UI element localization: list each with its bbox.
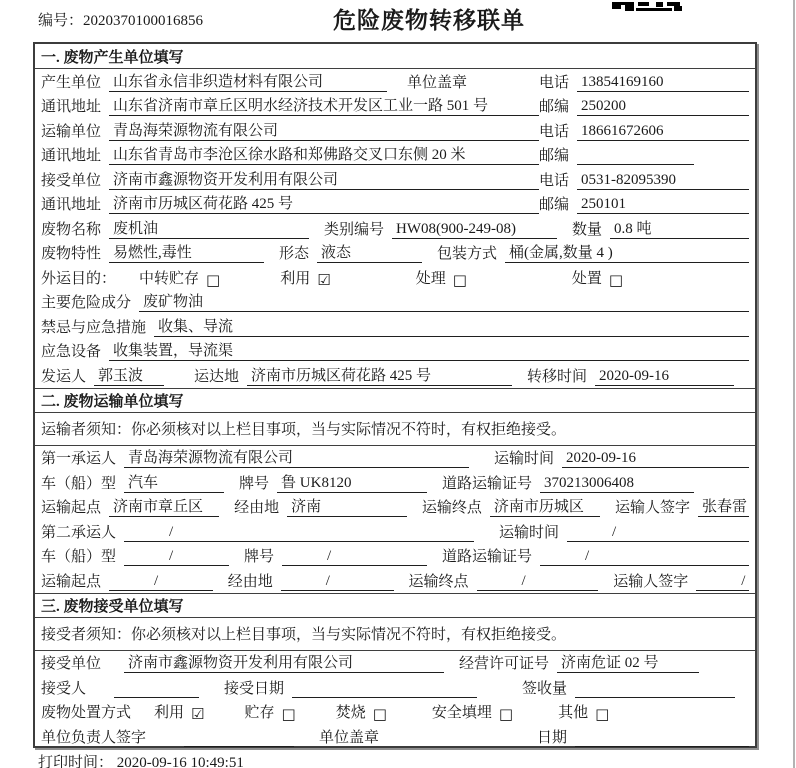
waste-property-label: 废物特性	[41, 246, 102, 262]
transfer-storage-checkbox: □	[206, 270, 221, 289]
row-transport-unit	[35, 118, 755, 143]
producer-phone-group	[539, 71, 749, 92]
transport-time2-value: /	[567, 524, 749, 542]
hazard-component-label: 主要危险成分	[41, 295, 132, 311]
row-producer-unit	[35, 69, 755, 94]
dispose-checkbox: □	[608, 270, 624, 289]
receiver-zip-label: 邮编	[539, 197, 570, 213]
transporter-notice-label: 运输者须知：	[41, 422, 132, 438]
road-permit1-value: 370213006408	[540, 475, 694, 493]
option-disposal-other	[558, 701, 609, 722]
row-first-carrier	[35, 446, 755, 471]
disposal-other-label: 其他	[558, 705, 589, 721]
option-treat	[416, 267, 467, 288]
row-waste-property	[35, 241, 755, 266]
manifest-form	[33, 42, 757, 748]
waste-name-value: 废机油	[109, 217, 309, 239]
transport-time1-label: 运输时间	[494, 451, 555, 467]
serial-number-label: 编号：	[38, 13, 84, 29]
section2-title: 二. 废物运输单位填写	[41, 393, 184, 410]
dispose-label: 处置	[571, 270, 602, 287]
receiver-address-label: 通讯地址	[41, 197, 102, 213]
second-carrier-value: /	[124, 524, 474, 542]
accept-person-value	[114, 680, 199, 698]
receiver-phone-value: 0531-82095390	[577, 172, 749, 190]
row-receiver-address	[35, 192, 755, 217]
disposal-landfill-checkbox: □	[498, 705, 514, 723]
receiver-notice	[35, 618, 755, 651]
option-disposal-storage	[244, 701, 295, 722]
accept-date-value	[292, 680, 477, 698]
accept-unit-label: 接受单位	[41, 656, 102, 672]
row-route1	[35, 495, 755, 520]
transport-zip-value	[577, 147, 694, 165]
option-disposal-landfill	[432, 701, 513, 722]
row-shipper	[35, 363, 755, 388]
producer-phone-value: 13854169160	[577, 74, 749, 92]
row-disposal-method	[35, 700, 755, 725]
responsible-signature-value	[184, 729, 294, 747]
print-time-value: 2020-09-16 10:49:51	[116, 755, 244, 768]
receiver-zip-group	[539, 193, 749, 214]
shipper-value: 郭玉波	[94, 364, 164, 386]
section3-header	[35, 593, 755, 618]
receiver-notice-label: 接受者须知：	[41, 627, 132, 643]
disposal-landfill-label: 安全填埋	[431, 705, 492, 721]
producer-zip-value: 250200	[577, 98, 749, 116]
route2-end-value: /	[477, 573, 599, 591]
business-license-label: 经营许可证号	[459, 656, 550, 672]
receiver-zip-value: 250101	[577, 196, 749, 214]
first-carrier-label: 第一承运人	[41, 451, 117, 467]
row-emergency-equipment	[35, 339, 755, 364]
section2-header	[35, 388, 755, 413]
signed-quantity-value	[575, 680, 735, 698]
plate-number1-value: 鲁 UK8120	[277, 471, 427, 493]
accept-person-label: 接受人	[41, 680, 87, 697]
signed-quantity-label: 签收量	[522, 680, 568, 697]
quantity-label: 数量	[572, 221, 603, 238]
print-time	[38, 751, 244, 768]
unit-seal2-label: 单位盖章	[319, 729, 380, 746]
row-outbound-purpose	[35, 265, 755, 290]
receiver-unit-label: 接受单位	[41, 172, 102, 189]
row-contraindication	[35, 314, 755, 339]
transport-zip-group	[539, 144, 749, 165]
transport-phone-label: 电话	[539, 123, 570, 140]
responsible-signature-label: 单位负责人签字	[41, 729, 147, 746]
transport-address-value: 山东省青岛市李沧区徐水路和郑佛路交叉口东侧 20 米	[109, 143, 539, 165]
disposal-other-checkbox: □	[595, 705, 610, 723]
document-header	[0, 0, 796, 42]
page-edge-line	[793, 0, 795, 768]
transport-time2-label: 运输时间	[499, 524, 560, 541]
route1-via-label: 经由地	[234, 500, 280, 516]
utilize-label: 利用	[280, 270, 311, 287]
route2-via-value: /	[281, 573, 394, 591]
row-second-carrier	[35, 519, 755, 544]
transport-address-label: 通讯地址	[41, 148, 102, 164]
transfer-date-label: 转移时间	[527, 368, 588, 385]
option-utilize	[280, 267, 330, 288]
emergency-equipment-value: 收集装置，导流渠	[109, 339, 749, 361]
receiver-phone-label: 电话	[539, 172, 570, 189]
disposal-method-label: 废物处置方式	[41, 705, 132, 721]
waste-name-label: 废物名称	[41, 221, 102, 238]
waste-property-value: 易燃性,毒性	[109, 241, 264, 263]
producer-phone-label: 电话	[539, 74, 570, 91]
section1-header	[35, 44, 755, 69]
road-permit2-label: 道路运输证号	[442, 549, 533, 565]
treat-checkbox: □	[452, 270, 467, 289]
transport-zip-label: 邮编	[539, 148, 570, 164]
print-time-label: 打印时间：	[38, 755, 114, 768]
row-accept-unit	[35, 651, 755, 676]
receiver-address-value: 济南市历城区荷花路 425 号	[109, 192, 539, 214]
disposal-incinerate-label: 焚烧	[335, 705, 366, 721]
accept-date-label: 接受日期	[224, 680, 285, 697]
route2-origin-label: 运输起点	[41, 573, 102, 590]
disposal-storage-label: 贮存	[244, 705, 275, 721]
plate-number2-label: 牌号	[244, 549, 275, 565]
serial-number-value: 2020370100016856	[83, 13, 204, 29]
transport-unit-label: 运输单位	[41, 123, 102, 140]
unit-seal-label: 单位盖章	[407, 74, 468, 91]
emergency-equipment-label: 应急设备	[41, 344, 102, 360]
form-state-label: 形态	[279, 246, 310, 262]
row-waste-name	[35, 216, 755, 241]
row-accept-person	[35, 675, 755, 700]
transport-phone-group	[539, 120, 749, 141]
plate-number2-value: /	[282, 548, 427, 566]
receiver-unit-value: 济南市鑫源物资开发利用有限公司	[109, 168, 539, 190]
destination-value: 济南市历城区荷花路 425 号	[247, 364, 512, 386]
route1-end-value: 济南市历城区	[490, 495, 600, 517]
row-responsible-signature	[35, 724, 755, 749]
route1-origin-label: 运输起点	[41, 500, 102, 516]
accept-unit-value: 济南市鑫源物资开发利用有限公司	[124, 651, 444, 673]
road-permit2-value: /	[540, 548, 749, 566]
receiver-notice-text: 你必须核对以上栏目事项，当与实际情况不符时，有权拒绝接受。	[131, 627, 567, 643]
receiver-phone-group	[539, 169, 749, 190]
producer-address-label: 通讯地址	[41, 99, 102, 115]
row-producer-address	[35, 94, 755, 119]
first-carrier-value: 青岛海荣源物流有限公司	[124, 446, 469, 468]
transport-unit-value: 青岛海荣源物流有限公司	[109, 119, 539, 141]
option-dispose	[572, 267, 623, 288]
route2-signer-value: /	[696, 573, 749, 591]
transporter-notice	[35, 413, 755, 446]
route1-signer-value: 张春雷	[698, 495, 749, 517]
outbound-purpose-label: 外运目的：	[41, 270, 117, 287]
qr-code-icon	[612, 0, 690, 17]
route1-signer-label: 运输人签字	[615, 500, 691, 516]
route2-origin-value: /	[109, 573, 213, 591]
route2-signer-label: 运输人签字	[613, 573, 689, 590]
destination-label: 运达地	[194, 368, 240, 385]
route1-via-value: 济南	[287, 495, 407, 517]
disposal-storage-checkbox: □	[281, 705, 296, 723]
disposal-utilize-checkbox: ☑	[191, 705, 205, 723]
row-route2	[35, 568, 755, 593]
hazard-component-value: 废矿物油	[139, 290, 749, 312]
section3-title: 三. 废物接受单位填写	[41, 598, 184, 615]
plate-number1-label: 牌号	[239, 475, 270, 492]
row-vehicle-type2	[35, 544, 755, 569]
option-disposal-incinerate	[336, 701, 387, 722]
road-permit1-label: 道路运输证号	[442, 475, 533, 492]
form-title: 危险废物转移联单	[333, 8, 525, 33]
section1-title: 一. 废物产生单位填写	[41, 49, 184, 66]
second-carrier-label: 第二承运人	[41, 524, 117, 541]
category-code-label: 类别编号	[324, 221, 385, 238]
route1-origin-value: 济南市章丘区	[109, 495, 219, 517]
disposal-incinerate-checkbox: □	[372, 705, 387, 723]
producer-unit-label: 产生单位	[41, 74, 102, 91]
form-state-value: 液态	[317, 241, 422, 263]
transfer-storage-label: 中转贮存	[139, 270, 200, 287]
route2-via-label: 经由地	[227, 573, 273, 590]
transport-phone-value: 18661672606	[577, 123, 749, 141]
vehicle-type1-value: 汽车	[124, 471, 224, 493]
producer-zip-label: 邮编	[539, 99, 570, 115]
vehicle-type2-label: 车（船）型	[41, 549, 117, 565]
shipper-label: 发运人	[41, 368, 87, 385]
row-vehicle-type1	[35, 470, 755, 495]
vehicle-type1-label: 车（船）型	[41, 475, 117, 492]
quantity-value: 0.8 吨	[610, 217, 749, 239]
transfer-date-value: 2020-09-16	[595, 368, 734, 386]
route2-end-label: 运输终点	[408, 573, 469, 590]
producer-unit-value: 山东省永信非织造材料有限公司	[109, 70, 387, 92]
contraindication-value: 收集、导流	[154, 315, 749, 337]
category-code-value: HW08(900-249-08)	[392, 221, 557, 239]
packing-label: 包装方式	[437, 246, 498, 262]
serial-number	[38, 9, 203, 30]
transporter-notice-text: 你必须核对以上栏目事项，当与实际情况不符时，有权拒绝接受。	[131, 422, 567, 438]
option-disposal-utilize	[154, 701, 204, 722]
row-transport-address	[35, 143, 755, 168]
business-license-value: 济南危证 02 号	[557, 651, 699, 673]
producer-zip-group	[539, 95, 749, 116]
treat-label: 处理	[415, 270, 446, 287]
date-label: 日期	[537, 729, 568, 746]
contraindication-label: 禁忌与应急措施	[41, 319, 147, 336]
producer-address-value: 山东省济南市章丘区明水经济技术开发区工业一路 501 号	[109, 94, 539, 116]
vehicle-type2-value: /	[124, 548, 229, 566]
packing-value: 桶(金属,数量 4 )	[505, 241, 749, 263]
option-transfer-storage	[139, 267, 220, 288]
route1-end-label: 运输终点	[421, 500, 482, 516]
disposal-utilize-label: 利用	[154, 705, 185, 721]
row-receiver-unit	[35, 167, 755, 192]
date-value	[575, 729, 749, 747]
transport-time1-value: 2020-09-16	[562, 450, 749, 468]
utilize-checkbox: ☑	[317, 270, 331, 289]
row-hazard-component	[35, 290, 755, 315]
